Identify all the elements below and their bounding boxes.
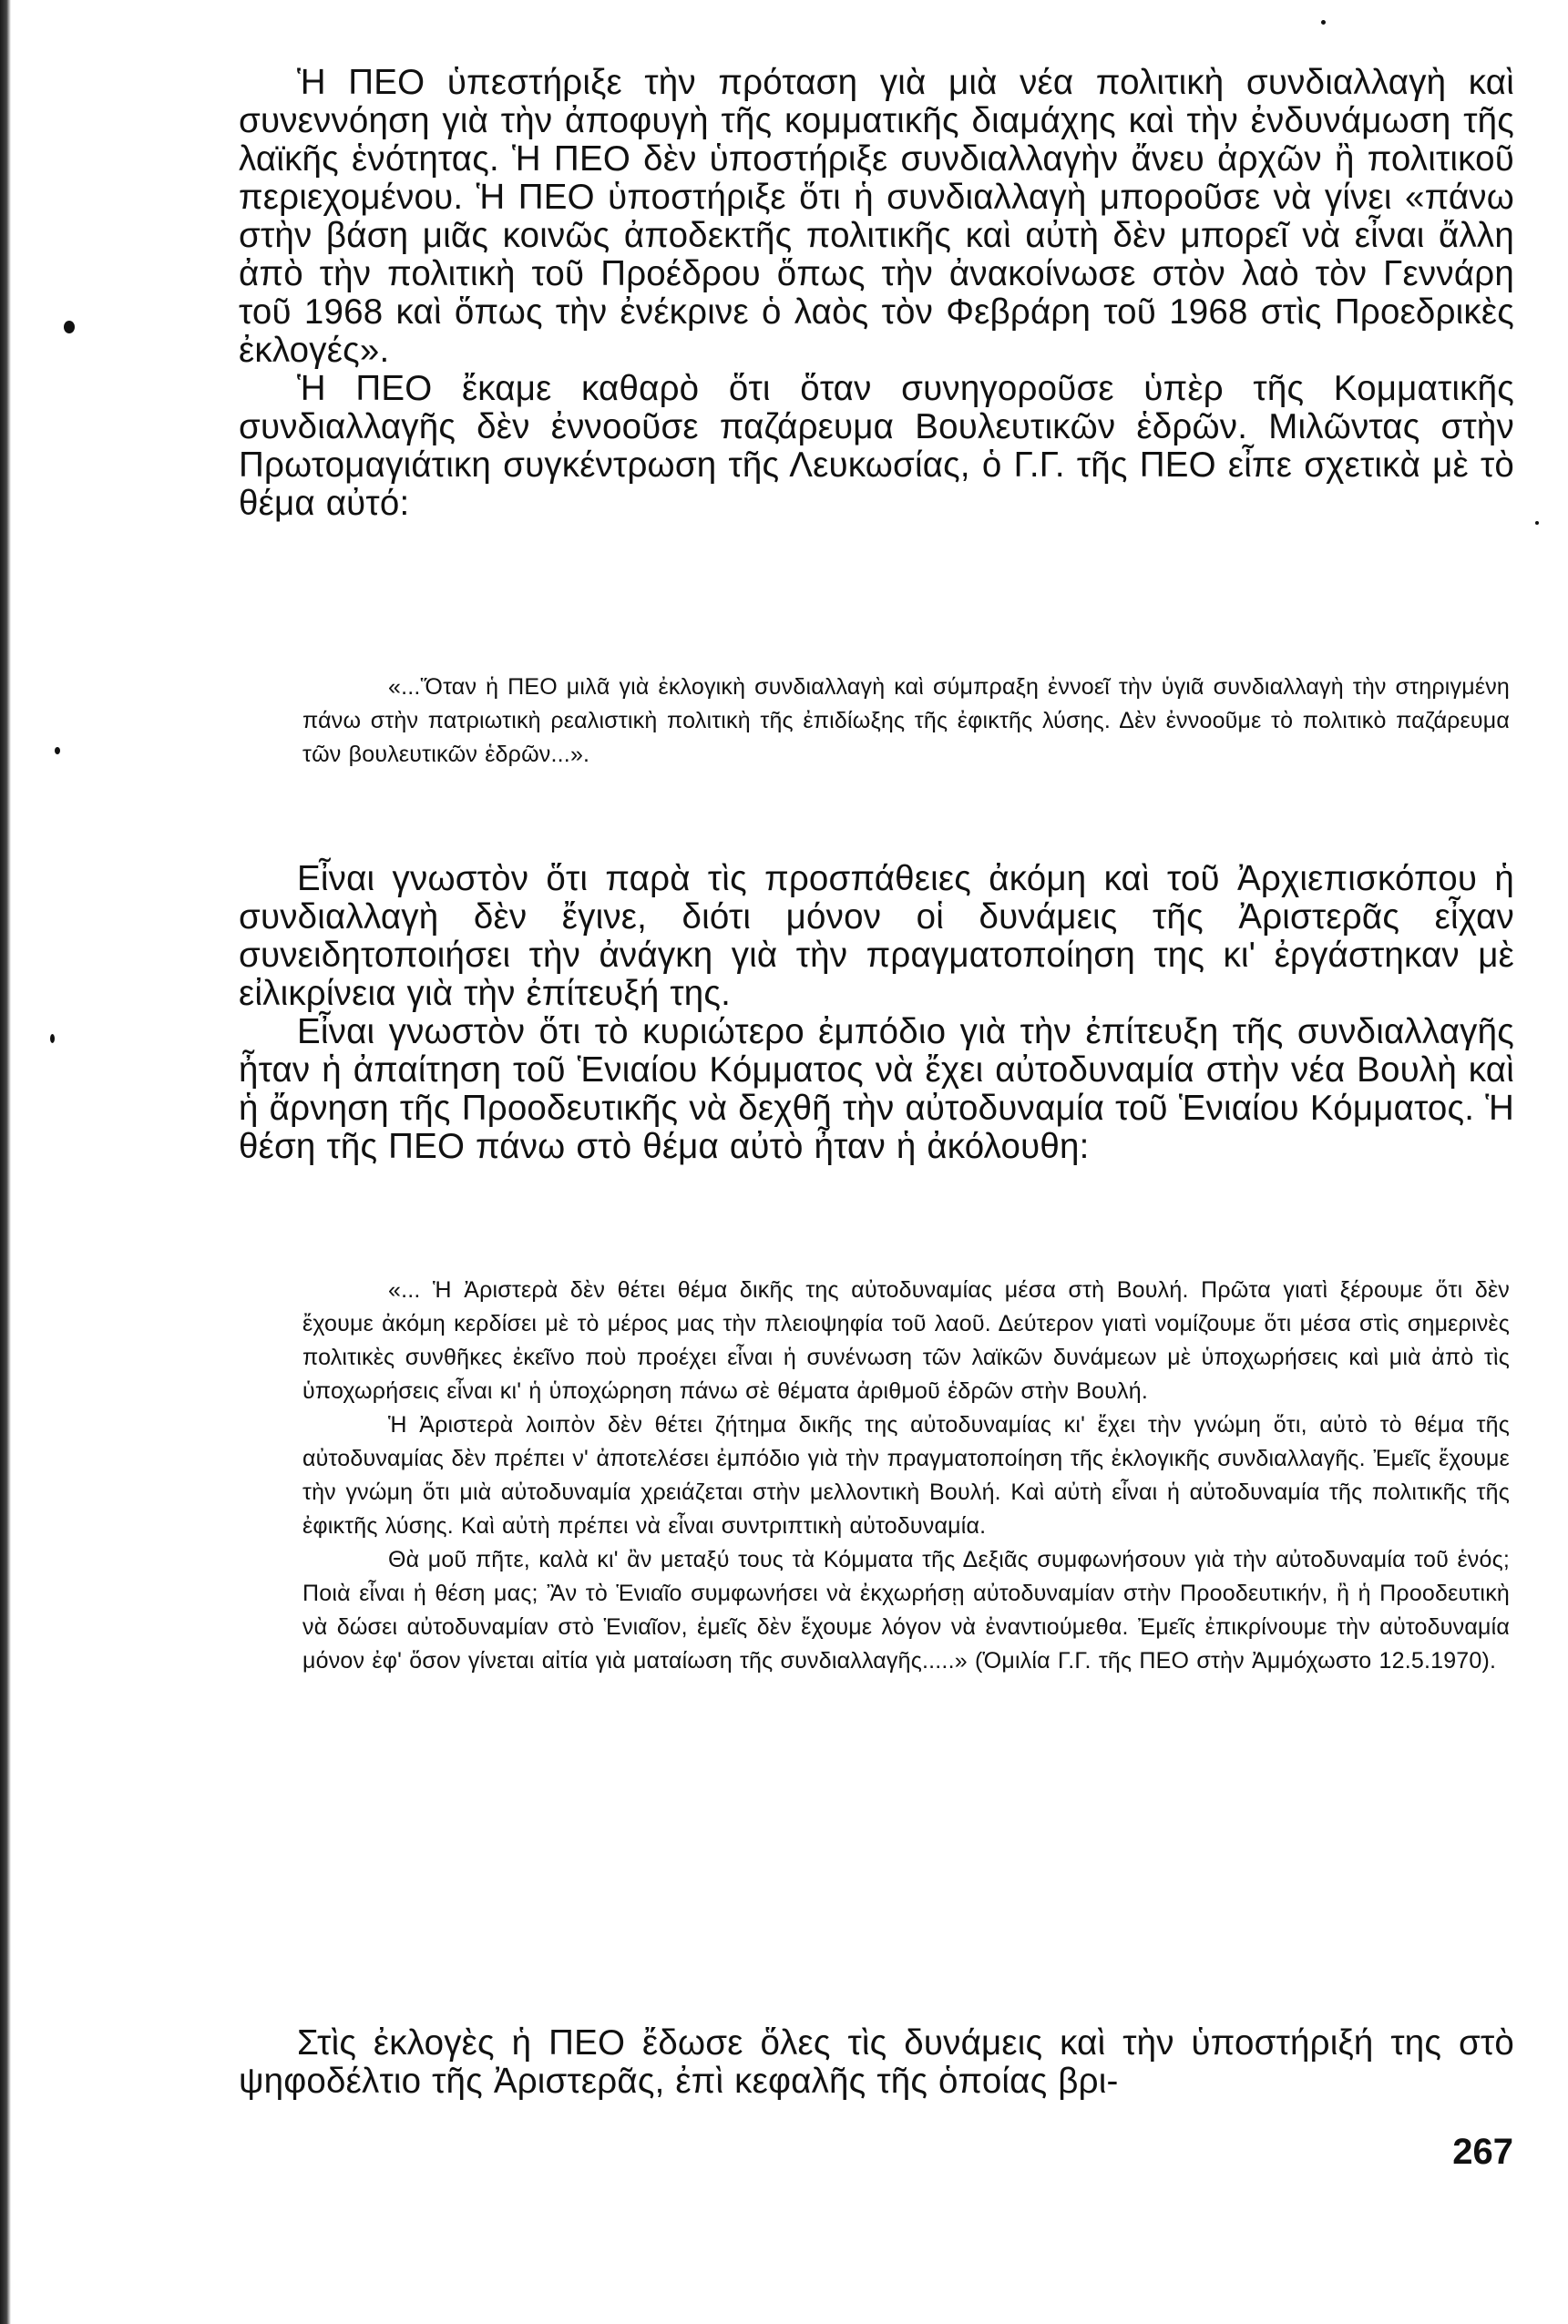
body-text-middle — [239, 860, 1514, 1166]
paragraph: Εἶναι γνωστὸν ὅτι τὸ κυριώτερο ἐμπόδιο γιὰ τὴν ἐπίτευξη τῆς συνδιαλλαγῆς ἦταν ἡ ἀπαίτηση τοῦ Ἑνιαίου Κόμματος νὰ ἔχει αὐτοδυναμία στὴν νέα Βουλὴ καὶ ἡ ἄρνηση τῆς Προοδευτικῆς νὰ δεχθῆ τὴν αὐτοδυναμία τοῦ Ἑνιαίου Κόμματος. Ἡ θέση τῆς ΠΕΟ πάνω στὸ θέμα αὐτὸ ἦταν ἡ ἀκόλουθη: — [239, 1012, 1514, 1166]
quote-paragraph: Ἡ Ἀριστερὰ λοιπὸν δὲν θέτει ζήτημα δικῆς της αὐτοδυναμίας κι' ἔχει τὴν γνώμη ὅτι, αὐτὸ τὸ θέμα τῆς αὐτοδυναμίας δὲν πρέπει ν' ἀποτελέσει ἐμπόδιο γιὰ τὴν πραγματοποίηση τῆς ἐκλογικῆς συνδιαλλαγῆς. Ἐμεῖς ἔχουμε τὴν γνώμη ὅτι μιὰ αὐτοδυναμία χρειάζεται στὴν μελλοντικὴ Βουλή. Καὶ αὐτὴ εἶναι ἡ αὐτοδυναμία τῆς πολιτικῆς τῆς ἐφικτῆς λύσης. Καὶ αὐτὴ πρέπει νὰ εἶναι συντριπτικὴ αὐτοδυναμία. — [302, 1412, 1510, 1539]
quote-block-1 — [302, 671, 1510, 772]
scan-speck — [1321, 20, 1326, 25]
quote-paragraph: «... Ἡ Ἀριστερὰ δὲν θέτει θέμα δικῆς της αὐτοδυναμίας μέσα στὴ Βουλή. Πρῶτα γιατὶ ξέρουμε ὅτι δὲν ἔχουμε ἀκόμη κερδίσει μὲ τὸ μέρος μας τὴν πλειοψηφία τοῦ λαοῦ. Δεύτερον γιατὶ νομίζουμε ὅτι μέσα στὶς σημερινὲς πολιτικὲς συνθῆκες ἐκεῖνο ποὺ προέχει εἶναι ἡ συνένωση τῶν λαϊκῶν δυνάμεων μὲ ὑποχωρήσεις καὶ μιὰ ἀπὸ τὶς ὑποχωρήσεις εἶναι κι' ἡ ὑποχώρηση πάνω σὲ θέματα ἀριθμοῦ ἑδρῶν στὴν Βουλή. — [302, 1277, 1510, 1404]
paragraph: Ἡ ΠΕΟ ὑπεστήριξε τὴν πρόταση γιὰ μιὰ νέα πολιτικὴ συνδιαλλαγὴ καὶ συνεννόηση γιὰ τὴν ἀποφυγὴ τῆς κομματικῆς διαμάχης καὶ τὴν ἐνδυνάμωση τῆς λαϊκῆς ἑνότητας. Ἡ ΠΕΟ δὲν ὑποστήριξε συνδιαλλαγὴν ἄνευ ἀρχῶν ἢ πολιτικοῦ περιεχομένου. Ἡ ΠΕΟ ὑποστήριξε ὅτι ἡ συνδιαλλαγὴ μποροῦσε νὰ γίνει «πάνω στὴν βάση μιᾶς κοινῶς ἀποδεκτῆς πολιτικῆς καὶ αὐτὴ δὲν μπορεῖ νὰ εἶναι ἄλλη ἀπὸ τὴν πολιτικὴ τοῦ Προέδρου ὅπως τὴν ἀνακοίνωσε στὸν λαὸ τὸν Γεννάρη τοῦ 1968 καὶ ὅπως τὴν ἐνέκρινε ὁ λαὸς τὸν Φεβράρη τοῦ 1968 στὶς Προεδρικὲς ἐκλογές». — [239, 63, 1514, 370]
scan-edge-shadow — [0, 0, 11, 2324]
scan-speck — [1535, 521, 1539, 525]
scan-speck — [50, 1034, 55, 1043]
paragraph: Στὶς ἐκλογὲς ἡ ΠΕΟ ἔδωσε ὅλες τὶς δυνάμεις καὶ τὴν ὑποστήριξή της στὸ ψηφοδέλτιο τῆς Ἀριστερᾶς, ἐπὶ κεφαλῆς τῆς ὁποίας βρι- — [239, 2023, 1514, 2101]
quote-block-2 — [302, 1274, 1510, 1678]
body-text-top — [239, 64, 1514, 523]
quote-paragraph: «...Ὅταν ἡ ΠΕΟ μιλᾶ γιὰ ἐκλογικὴ συνδιαλλαγὴ καὶ σύμπραξη ἐννοεῖ τὴν ὑγιᾶ συνδιαλλαγὴ τὴν στηριγμένη πάνω στὴν πατριωτικὴ ρεαλιστικὴ πολιτικὴ τῆς ἐπιδίωξης τῆς ἐφικτῆς λύσης. Δὲν ἐννοοῦμε τὸ πολιτικὸ παζάρευμα τῶν βουλευτικῶν ἑδρῶν...». — [302, 674, 1510, 767]
page-number: 267 — [1452, 2132, 1513, 2172]
scan-speck — [64, 321, 75, 333]
body-text-bottom — [239, 2024, 1514, 2101]
scan-speck — [55, 747, 60, 754]
quote-paragraph: Θὰ μοῦ πῆτε, καλὰ κι' ἂν μεταξύ τους τὰ Κόμματα τῆς Δεξιᾶς συμφωνήσουν γιὰ τὴν αὐτοδυναμία τοῦ ἑνός; Ποιὰ εἶναι ἡ θέση μας; Ἂν τὸ Ἑνιαῖο συμφωνήσει νὰ ἐκχωρήσῃ αὐτοδυναμίαν στὴν Προοδευτικήν, ἢ ἡ Προοδευτικὴ νὰ δώσει αὐτοδυναμίαν στὸ Ἑνιαῖον, ἐμεῖς δὲν ἔχουμε λόγον νὰ ἐναντιούμεθα. Ἐμεῖς ἐπικρίνουμε τὴν αὐτοδυναμία μόνον ἐφ' ὅσον γίνεται αἰτία γιὰ ματαίωση τῆς συνδιαλλαγῆς.....» (Ὁμιλία Γ.Γ. τῆς ΠΕΟ στὴν Ἀμμόχωστο 12.5.1970). — [302, 1547, 1510, 1674]
paragraph: Ἡ ΠΕΟ ἔκαμε καθαρὸ ὅτι ὅταν συνηγοροῦσε ὑπὲρ τῆς Κομματικῆς συνδιαλλαγῆς δὲν ἐννοοῦσε παζάρευμα Βουλευτικῶν ἑδρῶν. Μιλῶντας στὴν Πρωτομαγιάτικη συγκέντρωση τῆς Λευκωσίας, ὁ Γ.Γ. τῆς ΠΕΟ εἶπε σχετικὰ μὲ τὸ θέμα αὐτό: — [239, 369, 1514, 523]
paragraph: Εἶναι γνωστὸν ὅτι παρὰ τὶς προσπάθειες ἀκόμη καὶ τοῦ Ἀρχιεπισκόπου ἡ συνδιαλλαγὴ δὲν ἔγινε, διότι μόνον οἱ δυνάμεις τῆς Ἀριστερᾶς εἶχαν συνειδητοποιήσει τὴν ἀνάγκη γιὰ τὴν πραγματοποίηση της κι' ἐργάστηκαν μὲ εἰλικρίνεια γιὰ τὴν ἐπίτευξή της. — [239, 859, 1514, 1013]
